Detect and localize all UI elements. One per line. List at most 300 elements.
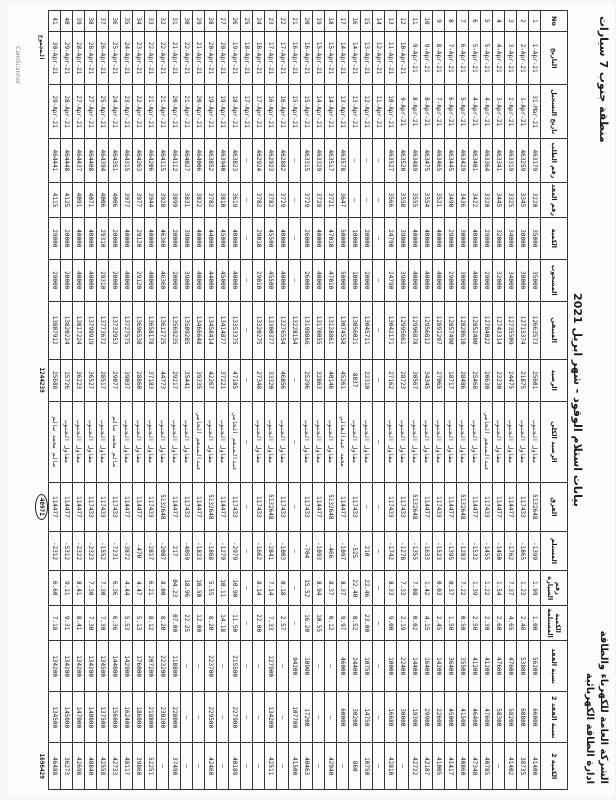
table-cell: 15.52	[301, 571, 313, 606]
table-cell: 114477	[169, 482, 181, 531]
table-cell: 40000	[229, 259, 241, 301]
table-cell: —	[241, 606, 253, 641]
table-cell: 463489	[409, 138, 421, 182]
table-cell: 117433	[277, 482, 289, 531]
table-cell: 0.02	[409, 606, 421, 641]
table-cell: 4125	[61, 183, 73, 218]
table-cell: 7.14	[265, 571, 277, 606]
table-cell: 463852	[205, 138, 217, 182]
table-cell: 1.23	[517, 571, 529, 606]
table-cell: 42511	[265, 743, 277, 790]
table-cell: 4.65	[505, 606, 517, 641]
table-cell: 12995661	[397, 301, 409, 359]
table-row	[193, 11, 205, 790]
table-cell: —	[241, 183, 253, 218]
table-cell: 463259	[517, 138, 529, 182]
table-cell: 32000	[493, 217, 505, 259]
table-cell: 9.00	[385, 606, 397, 641]
table-cell: مقاول الجنوب	[445, 401, 457, 482]
table-cell: 6.36	[109, 606, 121, 641]
table-cell: 42460	[205, 743, 217, 790]
table-cell: 38735	[517, 743, 529, 790]
table-cell: 46400	[469, 692, 481, 743]
table-cell: 20000	[109, 217, 121, 259]
table-cell: عبدالمنعم الحاسي	[229, 401, 241, 482]
table-cell: 29077	[109, 359, 121, 401]
table-cell: عبدالمنعم الحاسي	[193, 401, 205, 482]
table-cell: 33	[145, 11, 157, 32]
table-cell: 35000	[529, 217, 541, 259]
table-row	[277, 11, 289, 790]
table-cell: 29217	[169, 359, 181, 401]
table-cell: 3782	[253, 183, 265, 218]
column-header: نسبة الفقد	[541, 641, 568, 692]
table-cell: مقاول الجنوب	[397, 401, 409, 482]
table-cell: 117433	[145, 482, 157, 531]
table-cell: 35500	[457, 641, 469, 692]
table-cell: 1.22	[481, 571, 493, 606]
table-cell: 9.97	[337, 606, 349, 641]
table-cell: -2322	[73, 531, 85, 571]
total-cell	[35, 531, 49, 743]
table-cell: 4-Apr-21	[493, 31, 505, 84]
table-cell: 2.60	[493, 606, 505, 641]
table-cell: 1-Apr-21	[517, 85, 529, 138]
table-cell: مقاول الجنوب	[61, 401, 73, 482]
table-cell: 16680	[385, 692, 397, 743]
table-cell: 3325	[505, 183, 517, 218]
table-cell: 37490	[169, 743, 181, 790]
table-cell: 45500	[265, 217, 277, 259]
table-cell: مقاول الجنوب	[529, 401, 541, 482]
table-cell: 1	[529, 11, 541, 32]
table-cell: 7-Apr-21	[433, 85, 445, 138]
table-cell: —	[373, 606, 385, 641]
table-cell: 3647	[337, 183, 349, 218]
table-cell: 31-Mar-21	[529, 85, 541, 138]
table-cell: 40000	[433, 259, 445, 301]
table-cell: -1278	[397, 531, 409, 571]
table-cell: 29010	[253, 259, 265, 301]
table-cell: 39000	[397, 217, 409, 259]
table-cell: محمد عبدالعالي	[337, 401, 349, 482]
table-cell: -2312	[49, 531, 61, 571]
table-cell: 41500	[289, 743, 301, 790]
table-cell: 3422	[469, 183, 481, 218]
table-cell: 24790	[385, 217, 397, 259]
table-cell: 7.18	[49, 606, 61, 641]
table-cell: 47600	[481, 692, 493, 743]
scanner-stamp: CamScanner	[14, 46, 21, 85]
table-cell: —	[373, 692, 385, 743]
table-cell: 5132648	[265, 482, 277, 531]
table-cell: 117433	[433, 482, 445, 531]
table-cell: —	[181, 641, 193, 692]
table-cell: 5-Apr-21	[469, 31, 481, 84]
table-cell: 12828610	[457, 301, 469, 359]
table-cell: 1.54	[493, 571, 505, 606]
table-cell: —	[241, 301, 253, 359]
table-cell: 230200	[157, 692, 169, 743]
table-cell: 40000	[121, 259, 133, 301]
table-cell: 45000	[445, 692, 457, 743]
table-cell: —	[373, 482, 385, 531]
table-cell: 10000	[385, 641, 397, 692]
table-cell: 12	[397, 11, 409, 32]
table-cell: -1532	[469, 531, 481, 571]
table-cell: 44000	[205, 217, 217, 259]
table-cell: 162400	[121, 692, 133, 743]
table-cell: 12956812	[421, 301, 433, 359]
table-cell: 134500	[97, 641, 109, 692]
table-cell: —	[289, 183, 301, 218]
table-cell: 117433	[517, 482, 529, 531]
table-cell: 10750	[361, 641, 373, 692]
table-cell: -470	[133, 531, 145, 571]
table-cell: 40000	[73, 259, 85, 301]
table-cell: 9-Apr-21	[397, 85, 409, 138]
table-cell: 41200	[481, 641, 493, 692]
column-header: المستلم	[541, 531, 568, 571]
table-cell: 21-Apr-21	[157, 85, 169, 138]
table-cell: 215500	[229, 641, 241, 692]
table-cell: 20000	[109, 259, 121, 301]
table-cell: -7231	[109, 531, 121, 571]
table-cell: 39335	[193, 359, 205, 401]
table-cell: 114477	[217, 482, 229, 531]
table-cell: 20630	[481, 359, 493, 401]
table-cell: 8.14	[253, 571, 265, 606]
table-cell: 14-Apr-21	[349, 31, 361, 84]
table-cell: 217	[169, 531, 181, 571]
table-cell: 5132648	[529, 482, 541, 531]
table-cell: 40000	[409, 217, 421, 259]
table-cell: 18717	[445, 359, 457, 401]
table-cell: 42733	[109, 743, 121, 790]
table-cell: 17-Apr-21	[253, 85, 265, 138]
table-cell: 29-Apr-21	[61, 31, 73, 84]
table-cell: —	[289, 531, 301, 571]
table-cell: 3977	[121, 183, 133, 218]
circled-total: 40971	[35, 494, 48, 520]
table-cell: 114477	[193, 482, 205, 531]
table-cell: 14200	[433, 641, 445, 692]
table-cell: 114477	[61, 482, 73, 531]
table-cell: —	[289, 217, 301, 259]
table-cell: 4006	[97, 183, 109, 218]
table-cell: 18-Apr-21	[229, 85, 241, 138]
table-cell: 40785	[481, 743, 493, 790]
table-cell: 8.33	[385, 571, 397, 606]
table-cell: 3555	[409, 183, 421, 218]
column-header: الكمية المستلمة	[541, 606, 568, 641]
table-cell: 24-Apr-21	[109, 85, 121, 138]
table-cell: —	[397, 743, 409, 790]
table-cell: —	[241, 482, 253, 531]
table-cell: 25468	[469, 359, 481, 401]
table-cell: مقاول الجنوب	[349, 401, 361, 482]
table-row	[61, 11, 73, 790]
table-cell: 41	[49, 11, 61, 32]
table-cell: —	[313, 692, 325, 743]
table-cell: —	[157, 743, 169, 790]
table-cell: 114477	[133, 482, 145, 531]
table-cell: 4-Apr-21	[481, 85, 493, 138]
table-cell: 17200	[301, 692, 313, 743]
table-cell: -466	[325, 531, 337, 571]
table-cell: 0.12	[325, 606, 337, 641]
table-cell: 140000	[85, 692, 97, 743]
table-cell: 117433	[109, 482, 121, 531]
table-cell: 134200	[85, 641, 97, 692]
table-row	[157, 11, 169, 790]
table-cell: -2323	[85, 531, 97, 571]
table-cell: 52251	[145, 743, 157, 790]
table-cell: 19-Apr-21	[205, 85, 217, 138]
table-row	[445, 11, 457, 790]
table-cell: 114477	[337, 482, 349, 531]
table-cell: —	[289, 606, 301, 641]
table-cell: 17-Apr-21	[277, 31, 289, 84]
table-cell: 463315	[301, 138, 313, 182]
table-cell: 229500	[205, 692, 217, 743]
table-cell: 11-Apr-21	[373, 85, 385, 138]
table-cell: —	[217, 743, 229, 790]
table-header-row	[541, 11, 568, 790]
table-cell: 464112	[169, 138, 181, 182]
table-cell: مقاول الجنوب	[325, 401, 337, 482]
table-row	[505, 11, 517, 790]
table-cell: 18.96	[181, 571, 193, 606]
table-cell: 12.00	[193, 606, 205, 641]
table-cell: 464206	[145, 138, 157, 182]
table-cell: 0.50	[457, 606, 469, 641]
table-cell: 13199866	[301, 301, 313, 359]
table-cell: 16-Apr-21	[265, 85, 277, 138]
table-cell: مقاول الجنوب	[517, 401, 529, 482]
table-cell: 3810	[217, 183, 229, 218]
table-cell: 12743314	[493, 301, 505, 359]
table-cell: 40000	[313, 259, 325, 301]
table-cell: 40000	[229, 217, 241, 259]
total-cell: المجموع	[38, 35, 45, 61]
table-cell: -1742	[385, 531, 397, 571]
table-cell: 27	[217, 11, 229, 32]
table-cell: 41400	[529, 743, 541, 790]
table-cell: 117433	[181, 482, 193, 531]
table-cell: 13732953	[109, 301, 121, 359]
table-cell: 18	[325, 11, 337, 32]
table-cell: 40189	[229, 743, 241, 790]
table-cell: سالم محمد سالم	[49, 401, 61, 482]
table-cell: -1097	[337, 531, 349, 571]
table-cell: 36	[109, 11, 121, 32]
table-cell: 48117	[121, 743, 133, 790]
table-cell: 41417	[445, 743, 457, 790]
table-cell: —	[373, 571, 385, 606]
table-cell: 41500	[457, 692, 469, 743]
table-cell: 7.30	[97, 606, 109, 641]
table-cell: —	[241, 641, 253, 692]
table-cell: 13045711	[361, 301, 373, 359]
table-cell: 13353375	[229, 301, 241, 359]
table-cell: 7.33	[265, 606, 277, 641]
table-cell: -2841	[265, 531, 277, 571]
table-cell: -525	[349, 531, 361, 571]
table-cell: 114477	[49, 482, 61, 531]
table-cell: 3899	[169, 183, 181, 218]
table-row	[133, 11, 145, 790]
table-cell: 3445	[493, 183, 505, 218]
table-cell: 34345	[421, 359, 433, 401]
table-cell: 4091	[73, 183, 85, 218]
table-cell: 464027	[181, 138, 193, 182]
table-cell: 34000	[505, 259, 517, 301]
table-cell: 5.53	[121, 606, 133, 641]
table-cell: 10.55	[313, 606, 325, 641]
table-cell: 8.94	[313, 571, 325, 606]
table-cell: 3320	[481, 183, 493, 218]
table-cell: 11.50	[229, 606, 241, 641]
table-cell: 117433	[85, 482, 97, 531]
table-cell: 39860	[133, 743, 145, 790]
table-cell: -1395	[445, 531, 457, 571]
table-cell: 1.42	[421, 571, 433, 606]
table-cell: 35441	[181, 359, 193, 401]
table-cell: 147000	[73, 692, 85, 743]
table-cell: 23.00	[361, 606, 373, 641]
table-cell: 45000	[217, 217, 229, 259]
table-cell: 60800	[517, 692, 529, 743]
table-cell: —	[289, 401, 301, 482]
table-cell: 463517	[325, 138, 337, 182]
table-cell: -1633	[421, 531, 433, 571]
table-cell: 34000	[505, 217, 517, 259]
table-cell: 13	[385, 11, 397, 32]
table-cell: 8-Apr-21	[421, 85, 433, 138]
table-cell: 7	[457, 11, 469, 32]
table-cell: 39000	[181, 217, 193, 259]
table-cell: -1093	[313, 531, 325, 571]
table-cell: 4115	[49, 183, 61, 218]
table-cell: 22-Apr-21	[181, 31, 193, 84]
table-cell: 464394	[97, 138, 109, 182]
table-cell: 37	[97, 11, 109, 32]
table-row	[457, 11, 469, 790]
table-cell: 16	[349, 11, 361, 32]
table-cell: 29010	[253, 217, 265, 259]
table-cell: 40000	[277, 259, 289, 301]
table-cell: 15-Apr-21	[289, 85, 301, 138]
table-cell: 3928	[157, 183, 169, 218]
table-cell: 24790	[385, 259, 397, 301]
table-row	[469, 11, 481, 790]
table-cell: 38	[85, 11, 97, 32]
table-cell: 19	[313, 11, 325, 32]
table-cell: 5	[481, 11, 493, 32]
table-cell: —	[181, 692, 193, 743]
table-cell: 13056021	[349, 301, 361, 359]
table-cell: 22.00	[253, 606, 265, 641]
table-cell: 15-Apr-21	[325, 31, 337, 84]
table-cell: 13727575	[121, 301, 133, 359]
table-cell: 28	[205, 11, 217, 32]
table-cell: -2817	[145, 531, 157, 571]
table-cell: 28-Apr-21	[73, 31, 85, 84]
table-cell: 107700	[289, 692, 301, 743]
table-cell: 227900	[229, 692, 241, 743]
table-cell: 5132648	[325, 482, 337, 531]
table-cell: 40000	[469, 217, 481, 259]
table-cell: 14-Apr-21	[337, 31, 349, 84]
total-cell: 1244239	[38, 367, 45, 393]
table-cell: 118800	[169, 641, 181, 692]
table-cell: 12857490	[445, 301, 457, 359]
table-cell: —	[361, 138, 373, 182]
table-cell: مقاول الجنوب	[313, 401, 325, 482]
table-cell: -1662	[253, 531, 265, 571]
table-cell: 42267	[205, 359, 217, 401]
table-cell: 39000	[181, 259, 193, 301]
table-cell: 6	[469, 11, 481, 32]
table-cell: 30567	[409, 359, 421, 401]
table-cell: 10000	[349, 259, 361, 301]
table-cell: 8	[445, 11, 457, 32]
table-cell: 10	[421, 11, 433, 32]
table-cell: 463364	[481, 138, 493, 182]
table-cell: 36273	[61, 743, 73, 790]
table-cell: 29000	[481, 259, 493, 301]
table-cell: 25-Apr-21	[109, 31, 121, 84]
table-cell: —	[241, 743, 253, 790]
table-cell: 36400	[445, 641, 457, 692]
table-cell: 20-Apr-21	[217, 31, 229, 84]
table-row	[169, 11, 181, 790]
table-cell: 25	[241, 11, 253, 32]
total-cell	[35, 401, 49, 482]
table-cell: 5.13	[133, 606, 145, 641]
table-cell: 8037	[349, 359, 361, 401]
table-cell: مقاول الجنوب	[145, 401, 157, 482]
table-cell: 39	[73, 11, 85, 32]
table-cell: 7.08	[409, 571, 421, 606]
table-cell: 3782	[265, 183, 277, 218]
table-cell: مقاول الجنوب	[169, 401, 181, 482]
table-cell: —	[373, 359, 385, 401]
table-cell: -5312	[61, 531, 73, 571]
table-cell: 16-Apr-21	[301, 31, 313, 84]
table-cell: 7.30	[85, 606, 97, 641]
table-cell: 40840	[85, 743, 97, 790]
table-cell: —	[373, 138, 385, 182]
table-cell: 22-Apr-21	[145, 31, 157, 84]
table-cell: 04.23	[169, 571, 181, 606]
table-cell: مقاول الجنوب	[73, 401, 85, 482]
table-cell: 13466648	[193, 301, 205, 359]
table-row	[253, 11, 265, 790]
table-cell: 2.30	[481, 606, 493, 641]
table-cell: 4071	[85, 183, 97, 218]
table-cell: 40860	[457, 743, 469, 790]
table-cell: 26-Apr-21	[97, 31, 109, 84]
table-cell: 3729	[277, 183, 289, 218]
table-cell: 21-Apr-21	[169, 31, 181, 84]
table-cell: 5132648	[205, 482, 217, 531]
table-cell: 30200	[349, 692, 361, 743]
table-cell: 40463	[301, 743, 313, 790]
table-cell: 40000	[193, 217, 205, 259]
table-cell: 14-Apr-21	[325, 85, 337, 138]
